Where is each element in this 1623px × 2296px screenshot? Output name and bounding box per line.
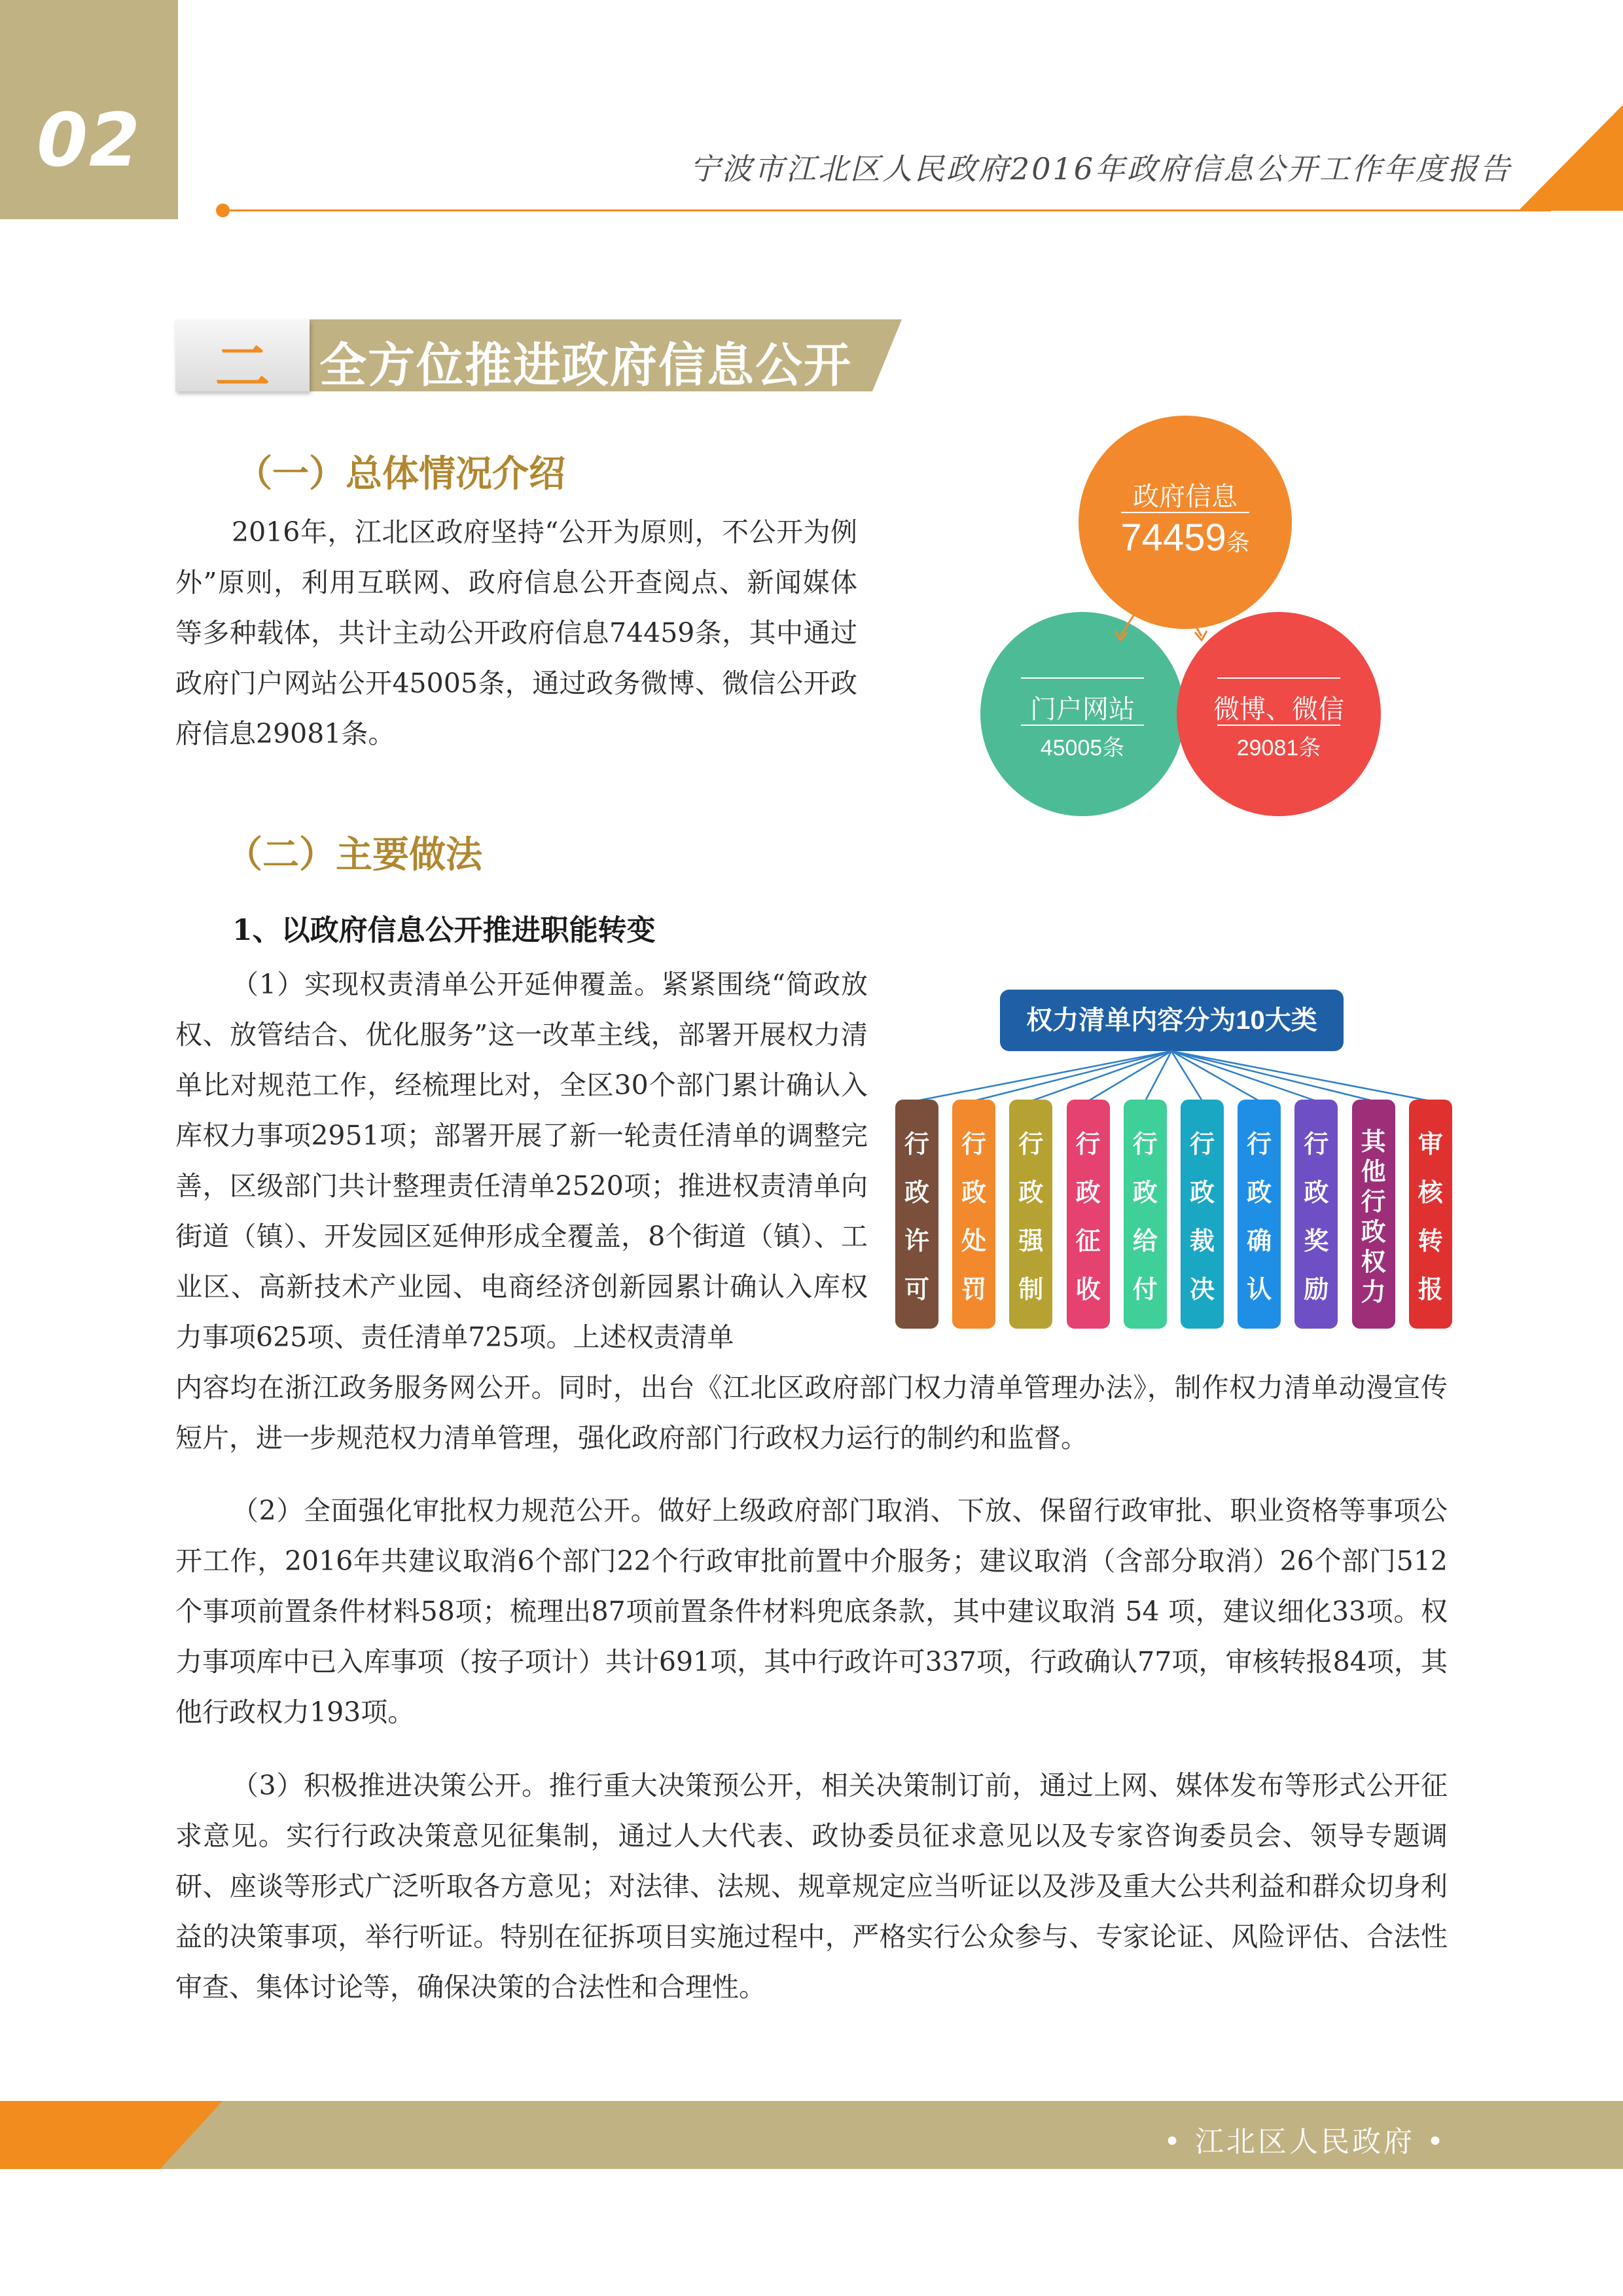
venn-portal-value: 45005条 [1040, 736, 1125, 761]
footer-text: • 江北区人民政府 • [1164, 2125, 1446, 2159]
header-divider [223, 209, 1551, 211]
venn-weibo-label: 微博、微信 [1213, 695, 1344, 724]
venn-arrows [1073, 602, 1243, 648]
power-category-card [1238, 1100, 1281, 1329]
venn-portal-rule-top [1021, 677, 1143, 679]
power-category-card [1294, 1100, 1338, 1329]
power-category-card [1409, 1100, 1452, 1329]
venn-total-rule [1121, 512, 1249, 513]
practice3-paragraph: （3）积极推进决策公开。推行重大决策预公开，相关决策制订前，通过上网、媒体发布等形式公开征求意见。实行行政决策意见征集制，通过人大代表、政协委员征求意见以及专家咨询委员会、领导专题调研、座谈等形式广泛听取各方意见；对法律、法规、规章规定应当听证以及涉及重大公共利益和群众切身利益的决策事项，举行听证。特别在征拆项目实施过程中，严格实行公众参与、专家论证、风险评估、合法性审查、集体讨论等，确保决策的合法性和合理性。 [175, 1770, 1448, 2003]
power-category-card [1181, 1100, 1224, 1329]
power-category-card [952, 1100, 995, 1329]
power-category-label: 行政征收 [1075, 1131, 1101, 1304]
practices-heading: （二）主要做法 [226, 833, 482, 876]
overview-paragraph: 2016年，江北区政府坚持“公开为原则，不公开为例外”原则，利用互联网、政府信息公开查阅点、新闻媒体等多种载体，共计主动公开政府信息74459条，其中通过政府门户网站公开45005条，通过政务微博、微信公开政府信息29081条。 [175, 516, 857, 749]
power-category-card [1124, 1100, 1167, 1329]
venn-portal-label: 门户网站 [1030, 695, 1135, 724]
venn-total-number: 74459 [1120, 516, 1226, 559]
venn-total-circle [1079, 416, 1292, 629]
power-list-connectors [890, 1047, 1466, 1106]
venn-weibo-rule [1217, 725, 1340, 726]
power-category-label: 审核转报 [1418, 1131, 1443, 1304]
power-category-label: 行政裁决 [1189, 1131, 1215, 1304]
power-category-label: 行政处罚 [961, 1131, 987, 1304]
section-number-box [175, 319, 310, 399]
power-category-label: 行政许可 [904, 1131, 929, 1304]
power-category-label: 其他行政权力 [1361, 1128, 1386, 1306]
header-corner-triangle [1518, 105, 1623, 211]
venn-weibo-rule-top [1217, 677, 1340, 679]
power-category-card [1009, 1100, 1052, 1329]
page-number: 02 [37, 98, 141, 183]
overview-heading: （一）总体情况介绍 [236, 452, 565, 495]
practice1-paragraph-full: 内容均在浙江政务服务网公开。同时，出台《江北区政府部门权力清单管理办法》，制作权力清单动漫宣传短片，进一步规范权力清单管理，强化政府部门行政权力运行的制约和监督。 [175, 1372, 1448, 1454]
power-category-label: 行政强制 [1018, 1131, 1044, 1304]
venn-portal-rule [1021, 725, 1143, 726]
venn-total-value [1079, 516, 1292, 560]
page-number-box [0, 0, 178, 219]
venn-total-label: 政府信息 [1133, 482, 1238, 511]
power-category-label: 行政确认 [1247, 1131, 1272, 1304]
power-category-card [1352, 1100, 1395, 1329]
power-category-label: 行政奖励 [1304, 1131, 1329, 1304]
power-category-card [1067, 1100, 1110, 1329]
item1-heading: 1、以政府信息公开推进职能转变 [232, 914, 656, 947]
practice1-paragraph-wrapped: （1）实现权责清单公开延伸覆盖。紧紧围绕“简政放权、放管结合、优化服务”这一改革主线，部署开展权力清单比对规范工作，经梳理比对，全区30个部门累计确认入库权力事项2951项；部署开展了新一轮责任清单的调整完善，区级部门共计整理责任清单2520项；推进权责清单向街道（镇）、开发园区延伸形成全覆盖，8个街道（镇）、工业区、高新技术产业园、电商经济创新园累计确认入库权力事项625项、责任清单725项。上述权责清单 [175, 969, 868, 1353]
practice2-paragraph: （2）全面强化审批权力规范公开。做好上级政府部门取消、下放、保留行政审批、职业资格等事项公开工作，2016年共建议取消6个部门22个行政审批前置中介服务；建议取消（含部分取消）26个部门512个事项前置条件材料58项；梳理出87项前置条件材料兜底条款，其中建议取消 54 项，建议细化33项。权力事项库中已入库事项（按子项计）共计691项，其中行政许可337项，行政确认77项，审核转报84项，其他行政权力193项。 [175, 1495, 1448, 1728]
power-category-card [895, 1100, 938, 1329]
power-list-title: 权力清单内容分为10大类 [1000, 990, 1344, 1051]
section-number: 二 [215, 334, 270, 399]
report-title: 宁波市江北区人民政府2016年政府信息公开工作年度报告 [689, 151, 1512, 187]
section-banner [175, 319, 902, 399]
power-category-label: 行政给付 [1132, 1131, 1158, 1304]
venn-total-unit: 条 [1226, 529, 1250, 556]
venn-weibo-value: 29081条 [1236, 736, 1321, 761]
section-title: 全方位推进政府信息公开 [319, 337, 853, 393]
